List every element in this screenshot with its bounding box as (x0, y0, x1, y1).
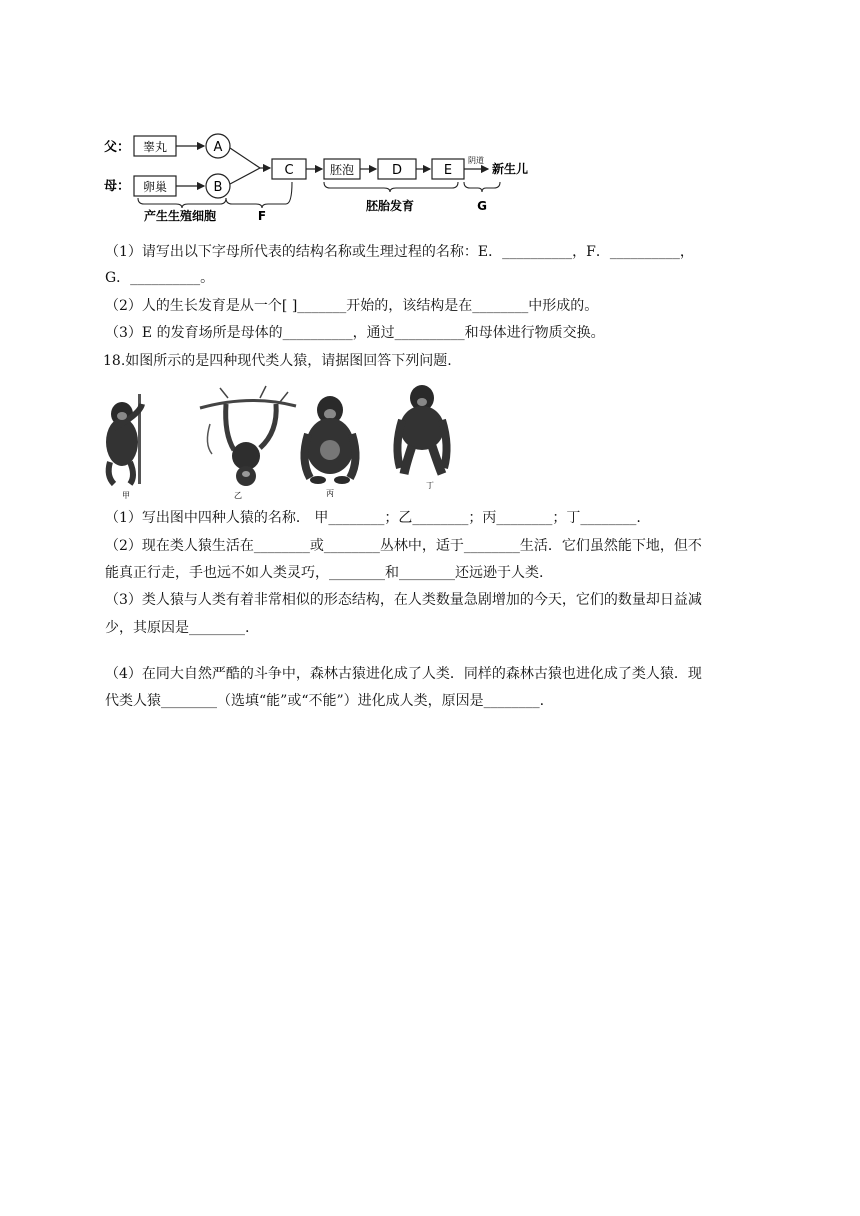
ape-jia-image (106, 394, 142, 484)
apes-figure (100, 384, 480, 500)
node-b-label: B (213, 180, 223, 195)
q17-line-1: （1）请写出以下字母所代表的结构名称或生理过程的名称：E．__________，F．__________， (105, 244, 694, 260)
brace-germ-cells-label: 产生生殖细胞 (143, 209, 217, 222)
node-a-label: A (213, 140, 223, 155)
node-d-label: D (391, 163, 403, 178)
reproduction-diagram (100, 130, 540, 222)
node-c-label: C (284, 163, 294, 178)
ovary-label: 卵巢 (142, 180, 168, 194)
ape-label-yi: 乙 (234, 491, 242, 500)
testis-label: 睾丸 (142, 140, 168, 154)
brace-f-label: F (257, 209, 267, 222)
arrow-b-merge (230, 168, 260, 184)
brace-embryo (324, 182, 458, 192)
q18-line-6: （4）在同大自然严酷的斗争中，森林古猿进化成了人类．同样的森林古猿也进化成了类人猿．现 (105, 666, 702, 682)
node-e-label: E (443, 163, 453, 178)
ape-label-jia: 甲 (122, 491, 130, 500)
brace-germ-cells (138, 198, 226, 208)
q17-line-4: （3）E 的发育场所是母体的__________，通过__________和母体进行物质交换。 (105, 325, 605, 341)
ape-label-bing: 丙 (326, 489, 334, 498)
q18-line-1: （1）写出图中四种人猿的名称． 甲________；乙________；丙________；丁________. (105, 510, 641, 526)
ape-ding-image (397, 385, 446, 474)
brace-embryo-label: 胚胎发育 (365, 199, 415, 213)
q18-line-5: 少，其原因是________. (105, 620, 250, 636)
q18-title: 18.如图所示的是四种现代类人猿，请据图回答下列问题. (103, 353, 452, 369)
q17-line-3: （2）人的生长发育是从一个[ ]_______开始的，该结构是在________中形成的。 (105, 298, 599, 314)
birth-canal-label: 阴道 (468, 156, 484, 165)
ape-bing-image (304, 396, 355, 484)
q18-line-2: （2）现在类人猿生活在________或________丛林中，适于________生活．它们虽然能下地，但不 (105, 538, 702, 554)
q18-line-7: 代类人猿________（选填“能”或“不能”）进化成人类，原因是________. (105, 693, 545, 709)
ape-label-ding: 丁 (426, 481, 434, 490)
mother-label: 母： (104, 179, 131, 194)
father-label: 父： (104, 140, 131, 155)
q18-line-4: （3）类人猿与人类有着非常相似的形态结构，在人类数量急剧增加的今天，它们的数量却日益减 (105, 592, 702, 608)
brace-f (226, 182, 292, 208)
q18-line-3: 能真正行走，手也远不如人类灵巧，________和________还远逊于人类. (105, 565, 544, 581)
q17-line-2: G．__________。 (105, 270, 215, 286)
brace-g-label: G (477, 199, 487, 213)
newborn-label: 新生儿 (492, 162, 529, 176)
brace-g (464, 182, 500, 192)
ape-yi-image (200, 386, 296, 486)
blastocyst-label: 胚泡 (329, 163, 355, 177)
arrow-a-merge (230, 148, 260, 168)
